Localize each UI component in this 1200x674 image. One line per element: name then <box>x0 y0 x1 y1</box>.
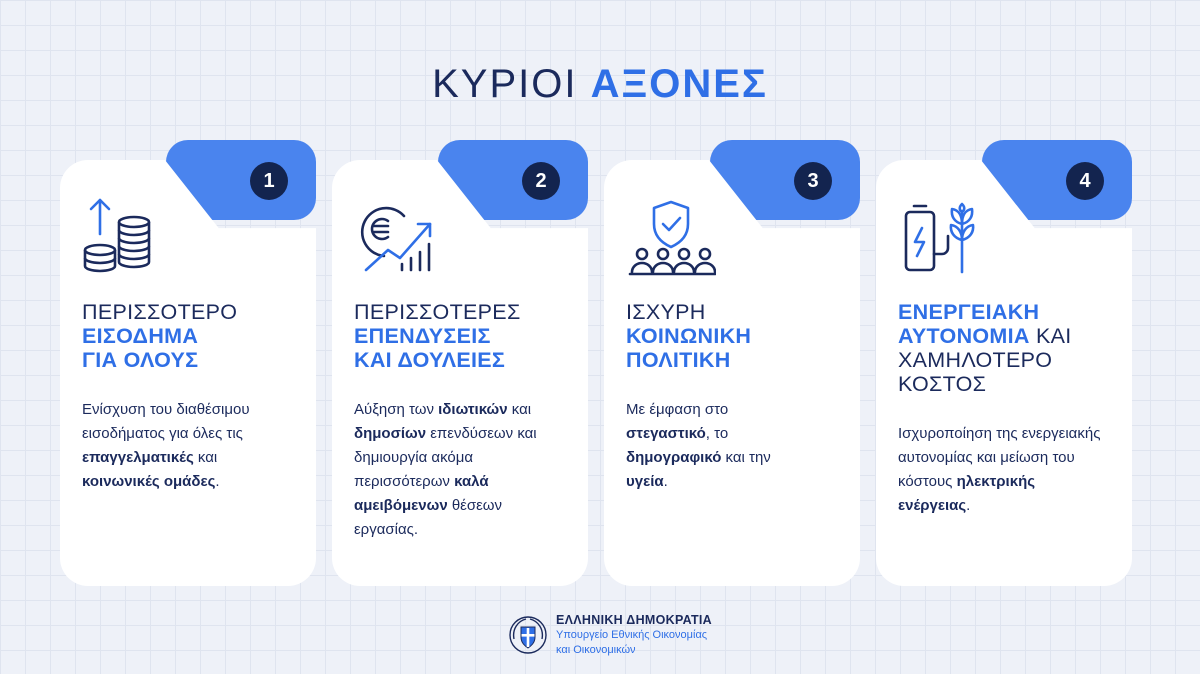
title-part2: ΑΞΟΝΕΣ <box>590 62 768 106</box>
heading-line: ΠΕΡΙΣΣΟΤΕΡΕΣ <box>354 300 521 324</box>
body-text: επενδύσεων και δημιουργία ακόμα περισσότερων <box>354 425 537 490</box>
greek-emblem-icon <box>508 615 548 655</box>
page-title <box>0 62 1200 107</box>
body-text: Ισχυροποίηση της ενεργειακής αυτονομίας και μείωση του κόστους <box>898 425 1101 490</box>
card-body <box>354 398 562 542</box>
heading-line: ΕΝΕΡΓΕΙΑΚΗ <box>898 300 1040 324</box>
body-bold: δημοσίων <box>354 425 427 442</box>
body-text: και <box>193 449 218 466</box>
card-body <box>82 398 296 494</box>
body-bold: υγεία <box>626 473 664 490</box>
footer-line2: Υπουργείο Εθνικής Οικονομίας <box>556 628 708 641</box>
card-number: 3 <box>794 162 832 200</box>
body-text: Με έμφαση στο <box>626 401 729 418</box>
shield-people-icon <box>626 194 716 284</box>
card-body <box>626 398 796 494</box>
body-bold: ιδιωτικών <box>438 401 508 418</box>
heading-line: ΧΑΜΗΛΟΤΕΡΟ <box>898 348 1053 372</box>
heading-line: ΚΟΙΝΩΝΙΚΗ <box>626 324 752 348</box>
card-2 <box>332 140 588 586</box>
body-bold: στεγαστικό <box>626 425 706 442</box>
body-text: , το <box>705 425 729 442</box>
heading-line: ΓΙΑ ΟΛΟΥΣ <box>82 348 199 372</box>
body-bold: επαγγελματικές <box>82 449 194 466</box>
card-body <box>898 422 1108 518</box>
heading-line: ΑΥΤΟΝΟΜΙΑ <box>898 324 1030 348</box>
body-text: και <box>507 401 532 418</box>
body-text: και την <box>721 449 771 466</box>
card-heading <box>82 300 308 372</box>
euro-growth-chart-icon <box>354 194 444 284</box>
card-heading <box>354 300 580 372</box>
body-text: Ενίσχυση του διαθέσιμου εισοδήματος για όλες τις <box>82 401 250 442</box>
title-part1: ΚΥΡΙΟΙ <box>432 62 578 106</box>
heading-suffix: ΚΑΙ <box>1029 324 1072 348</box>
heading-line: ΠΕΡΙΣΣΟΤΕΡΟ <box>82 300 238 324</box>
body-text: . <box>215 473 220 490</box>
body-bold: κοινωνικές ομάδες <box>82 473 216 490</box>
footer <box>508 612 712 658</box>
body-text: . <box>966 497 971 514</box>
coins-arrow-up-icon <box>82 194 172 284</box>
body-text: . <box>663 473 668 490</box>
heading-line: ΙΣΧΥΡΗ <box>626 300 706 324</box>
battery-plant-icon <box>898 194 988 284</box>
body-text: θέσεων εργασίας. <box>354 497 503 538</box>
card-number: 4 <box>1066 162 1104 200</box>
footer-line3: και Οικονομικών <box>556 643 636 656</box>
heading-line: ΚΟΣΤΟΣ <box>898 372 987 396</box>
heading-line: ΠΟΛΙΤΙΚΗ <box>626 348 731 372</box>
body-text: Αύξηση των <box>354 401 439 418</box>
card-heading <box>626 300 852 372</box>
card-heading <box>898 300 1124 396</box>
body-bold: δημογραφικό <box>626 449 722 466</box>
card-1 <box>60 140 316 586</box>
body-bold: καλά αμειβόμενων <box>354 473 489 514</box>
body-bold: ηλεκτρικής ενέργειας <box>898 473 1036 514</box>
footer-line1: ΕΛΛΗΝΙΚΗ ΔΗΜΟΚΡΑΤΙΑ <box>556 612 713 627</box>
card-number: 1 <box>250 162 288 200</box>
heading-line: ΚΑΙ ΔΟΥΛΕΙΕΣ <box>354 348 506 372</box>
card-4 <box>876 140 1132 586</box>
heading-line: ΕΠΕΝΔΥΣΕΙΣ <box>354 324 491 348</box>
card-number: 2 <box>522 162 560 200</box>
card-3 <box>604 140 860 586</box>
heading-line: ΕΙΣΟΔΗΜΑ <box>82 324 199 348</box>
